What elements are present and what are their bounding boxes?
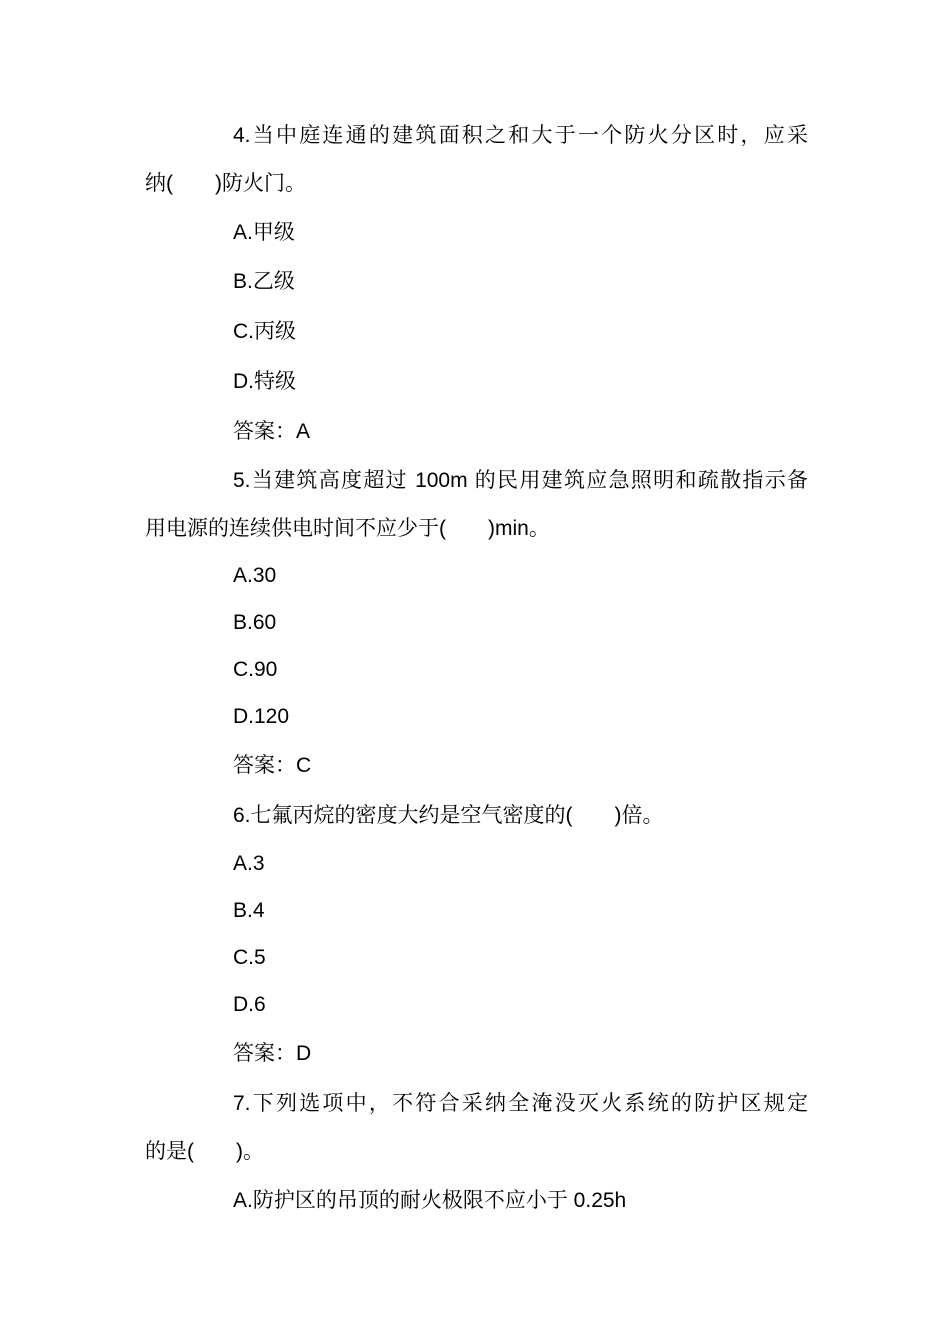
question-4-option-b: B.乙级 xyxy=(233,270,295,293)
question-4-stem-line1: 4.当中庭连通的建筑面积之和大于一个防火分区时，应采 xyxy=(233,124,808,147)
question-6-option-c: C.5 xyxy=(233,946,266,969)
question-4-option-d: D.特级 xyxy=(233,370,296,393)
question-6-option-b: B.4 xyxy=(233,899,265,922)
question-6-answer: 答案：D xyxy=(233,1042,312,1065)
question-5-stem-line1: 5.当建筑高度超过 100m 的民用建筑应急照明和疏散指示备 xyxy=(233,469,808,492)
question-5-stem-line2: 用电源的连续供电时间不应少于( )min。 xyxy=(145,517,550,540)
question-7-option-a: A.防护区的吊顶的耐火极限不应小于 0.25h xyxy=(233,1189,627,1212)
question-5-option-a: A.30 xyxy=(233,564,277,587)
question-6-option-a: A.3 xyxy=(233,852,265,875)
question-6-stem: 6.七氟丙烷的密度大约是空气密度的( )倍。 xyxy=(233,804,664,827)
question-4-option-a: A.甲级 xyxy=(233,221,295,244)
question-6-option-d: D.6 xyxy=(233,993,266,1016)
question-5-option-d: D.120 xyxy=(233,705,290,728)
question-4-option-c: C.丙级 xyxy=(233,320,296,343)
question-7-stem-line2: 的是( )。 xyxy=(145,1140,264,1163)
question-4-stem-line2: 纳( )防火门。 xyxy=(145,172,306,195)
question-5-answer: 答案：C xyxy=(233,754,312,777)
question-7-stem-line1: 7.下列选项中，不符合采纳全淹没灭火系统的防护区规定 xyxy=(233,1092,808,1115)
question-5-option-c: C.90 xyxy=(233,658,278,681)
question-5-option-b: B.60 xyxy=(233,611,277,634)
question-4-answer: 答案：A xyxy=(233,420,311,443)
